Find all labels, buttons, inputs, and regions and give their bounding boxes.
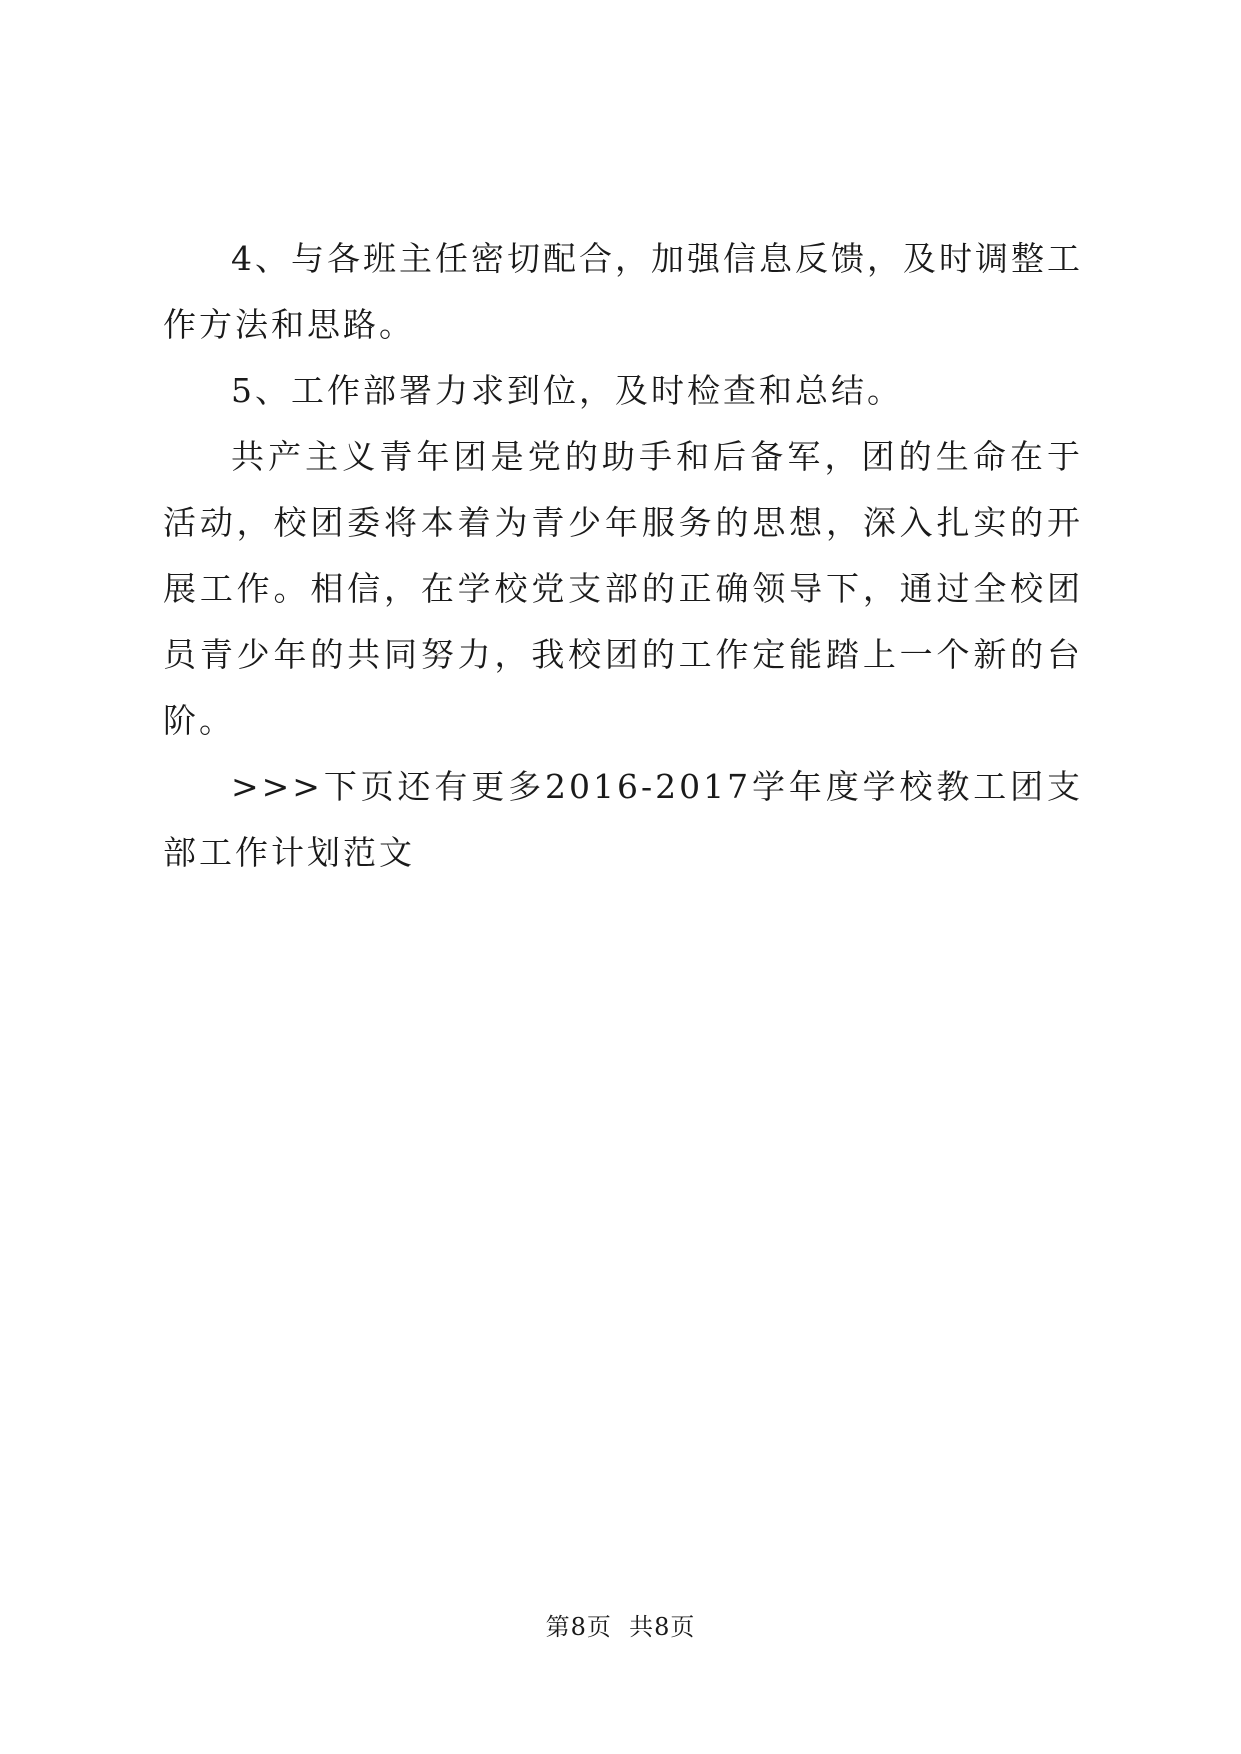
document-body — [163, 226, 1083, 886]
page-number: 第8页 — [545, 1613, 612, 1641]
paragraph-item-4: 4、与各班主任密切配合，加强信息反馈，及时调整工作方法和思路。 — [163, 239, 1083, 344]
more-link-text[interactable]: >>>下页还有更多2016-2017学年度学校教工团支部工作计划范文 — [163, 767, 1083, 872]
paragraph-conclusion: 共产主义青年团是党的助手和后备军，团的生命在于活动，校团委将本着为青少年服务的思想，深入扎实的开展工作。相信，在学校党支部的正确领导下，通过全校团员青少年的共同努力，我校团的工作定能踏上一个新的台阶。 — [163, 437, 1083, 740]
page-total: 共8页 — [629, 1613, 696, 1641]
footer-spacer — [612, 1613, 629, 1641]
page-footer — [0, 1607, 1241, 1642]
paragraph-item-5: 5、工作部署力求到位，及时检查和总结。 — [231, 371, 903, 410]
